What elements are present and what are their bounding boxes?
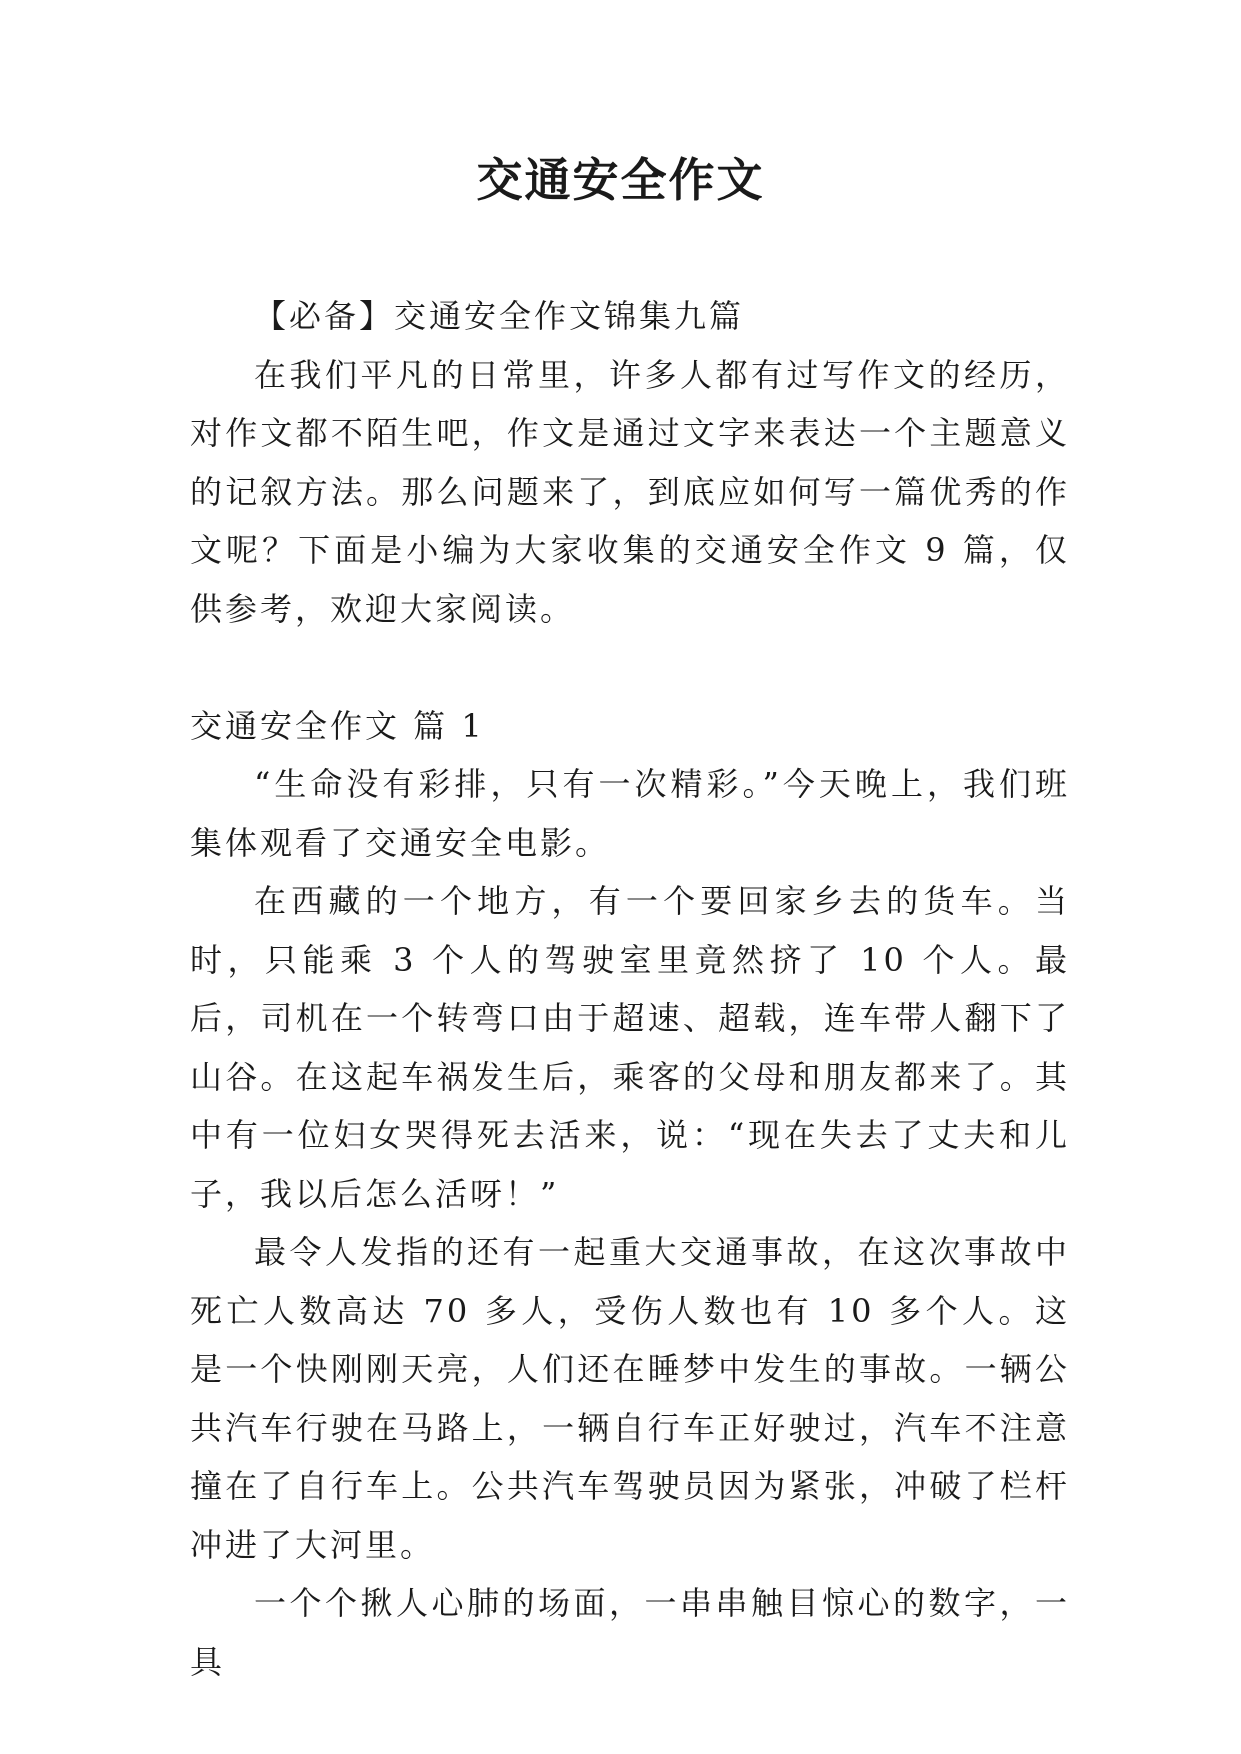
document-body [190, 287, 1070, 1691]
body-paragraph: 在西藏的一个地方，有一个要回家乡去的货车。当时，只能乘 3 个人的驾驶室里竟然挤了 10 个人。最后，司机在一个转弯口由于超速、超载，连车带人翻下了山谷。在这起车祸发生后，乘客的父母和朋友都来了。其中有一位妇女哭得死去活来，说：“现在失去了丈夫和儿子，我以后怎么活呀！” [190, 882, 1070, 1213]
document-subtitle: 【必备】交通安全作文锦集九篇 [254, 297, 745, 335]
document-title: 交通安全作文 [476, 153, 765, 207]
intro-paragraph: 在我们平凡的日常里，许多人都有过写作文的经历，对作文都不陌生吧，作文是通过文字来表达一个主题意义的记叙方法。那么问题来了，到底应如何写一篇优秀的作文呢？下面是小编为大家收集的交通安全作文 9 篇，仅供参考，欢迎大家阅读。 [190, 355, 1070, 628]
section-spacer [190, 638, 1070, 697]
body-paragraph: 一个个揪人心肺的场面，一串串触目惊心的数字，一具 [190, 1584, 1070, 1681]
body-paragraph: 最令人发指的还有一起重大交通事故，在这次事故中死亡人数高达 70 多人，受伤人数也有 10 多个人。这是一个快刚刚天亮，人们还在睡梦中发生的事故。一辆公共汽车行驶在马路上，一辆自行车正好驶过，汽车不注意撞在了自行车上。公共汽车驾驶员因为紧张，冲破了栏杆冲进了大河里。 [190, 1233, 1070, 1564]
section-heading: 交通安全作文 篇 1 [190, 706, 485, 745]
body-paragraph: “生命没有彩排，只有一次精彩。”今天晚上，我们班集体观看了交通安全电影。 [190, 765, 1070, 862]
